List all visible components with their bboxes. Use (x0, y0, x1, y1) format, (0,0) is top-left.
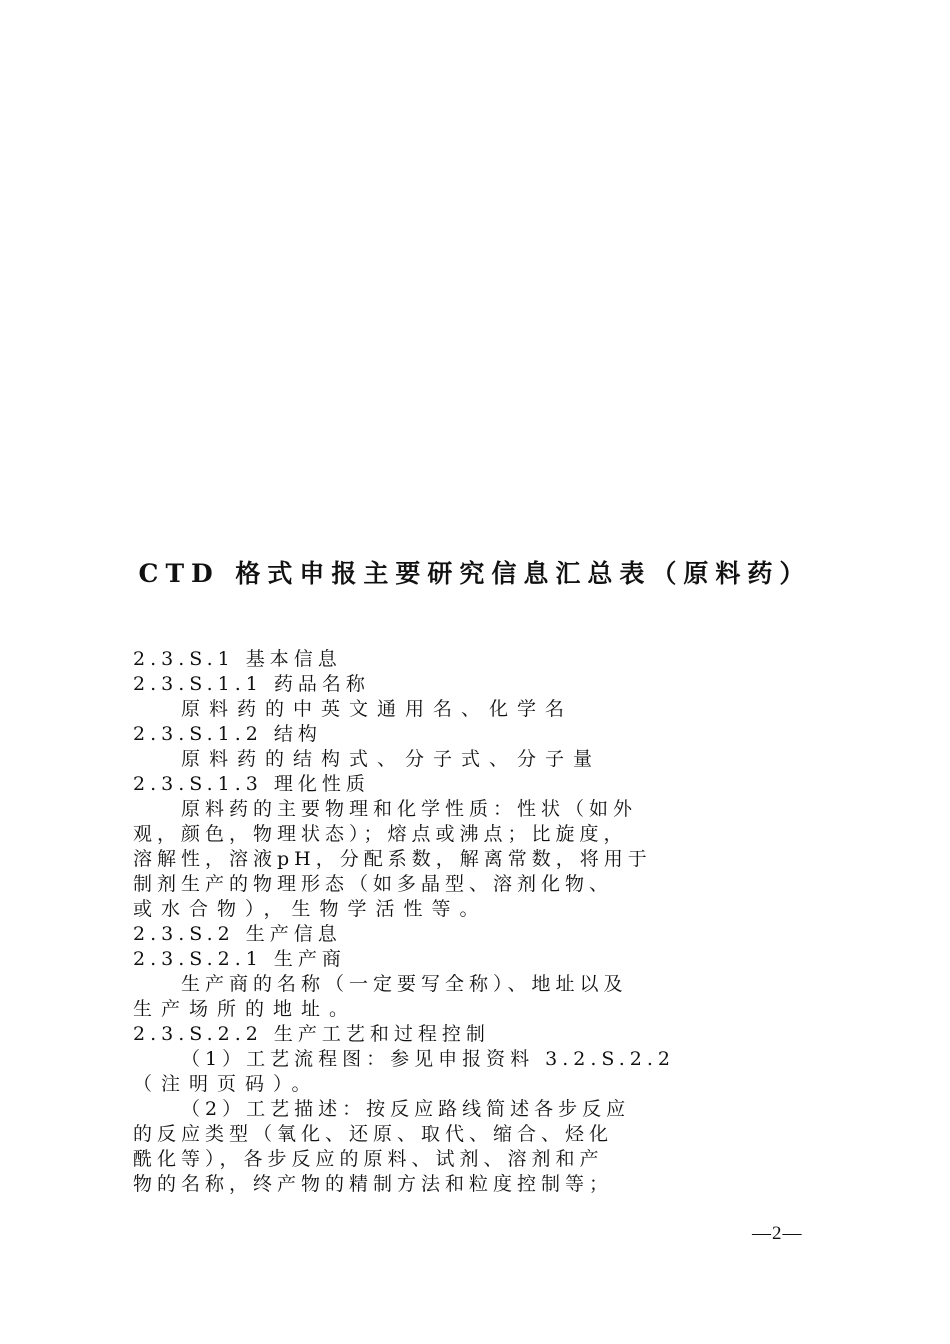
subsection-heading: 2.3.S.2.2 生产工艺和过程控制 (133, 1023, 490, 1045)
paragraph-line: 制剂生产的物理形态（如多晶型、溶剂化物、 (133, 873, 614, 895)
page-number: —2— (752, 1223, 803, 1244)
paragraph-line: （1）工艺流程图：参见申报资料 3.2.S.2.2 (181, 1048, 675, 1070)
paragraph-line: 物的名称，终产物的精制方法和粒度控制等； (133, 1173, 614, 1195)
subsection-heading: 2.3.S.1.2 结构 (133, 723, 322, 745)
paragraph-line: 原料药的结构式、分子式、分子量 (181, 748, 602, 770)
subsection-heading: 2.3.S.1.1 药品名称 (133, 673, 370, 695)
paragraph-line: 生产场所的地址。 (133, 998, 358, 1020)
document-title: CTD 格式申报主要研究信息汇总表（原料药） (138, 559, 812, 588)
paragraph-line: 溶解性，溶液pH，分配系数，解离常数，将用于 (133, 848, 652, 870)
paragraph-line: 原料药的中英文通用名、化学名 (181, 698, 574, 720)
paragraph-line: 酰化等），各步反应的原料、试剂、溶剂和产 (133, 1148, 604, 1170)
subsection-heading: 2.3.S.1.3 理化性质 (133, 773, 370, 795)
paragraph-line: 生产商的名称（一定要写全称）、地址以及 (181, 973, 628, 995)
paragraph-line: 观，颜色，物理状态）；熔点或沸点；比旋度， (133, 823, 628, 845)
section-heading: 2.3.S.1 基本信息 (133, 648, 342, 670)
paragraph-line: 的反应类型（氧化、还原、取代、缩合、烃化 (133, 1123, 614, 1145)
section-heading: 2.3.S.2 生产信息 (133, 923, 342, 945)
paragraph-line: （注明页码）。 (133, 1073, 320, 1095)
paragraph-line: 原料药的主要物理和化学性质：性状（如外 (181, 798, 638, 820)
document-body (133, 647, 813, 1197)
paragraph-line: （2）工艺描述：按反应路线简述各步反应 (181, 1098, 631, 1120)
paragraph-line: 或水合物），生物学活性等。 (133, 898, 488, 920)
subsection-heading: 2.3.S.2.1 生产商 (133, 948, 346, 970)
